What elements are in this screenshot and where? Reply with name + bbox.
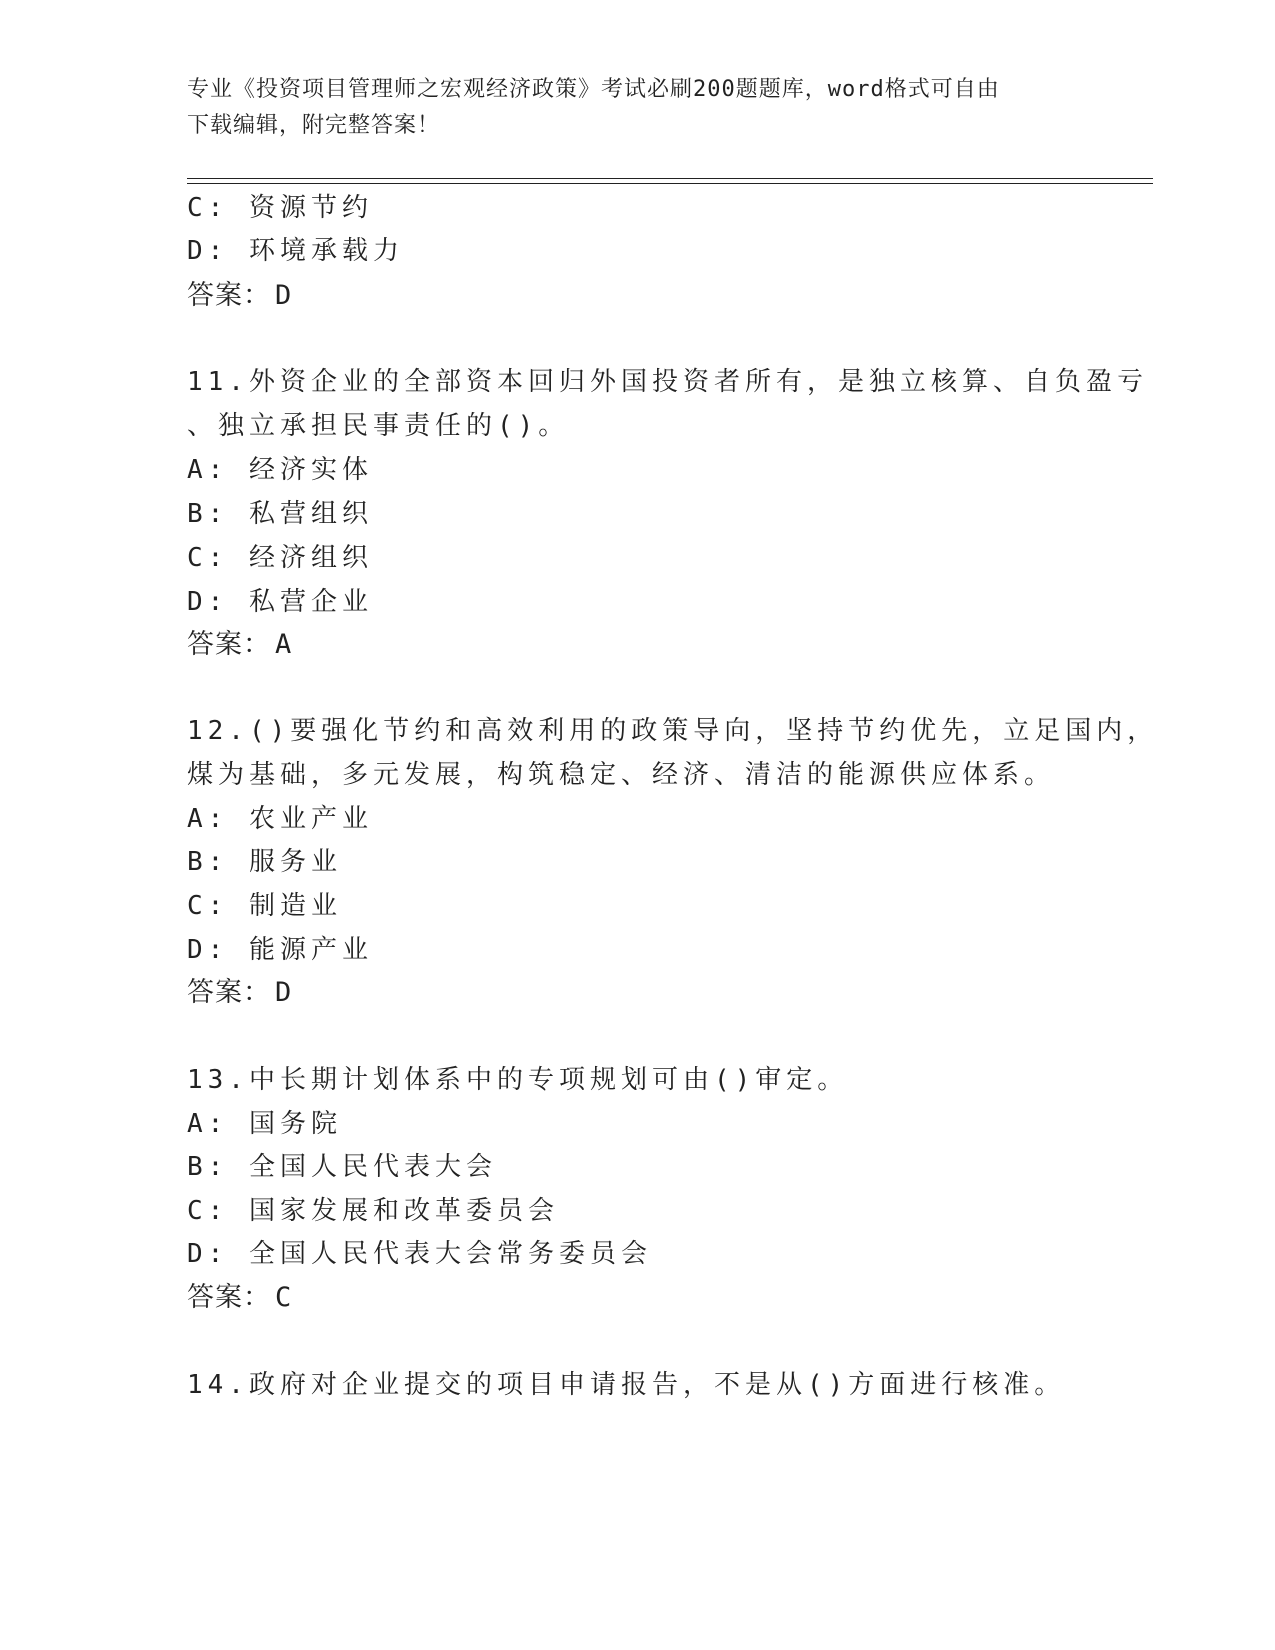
document-header xyxy=(187,72,1067,144)
answer-label: 答案： xyxy=(187,280,271,311)
q11-option-d: D: 私营企业 xyxy=(187,587,373,617)
q11-option-b: B: 私营组织 xyxy=(187,499,373,529)
q10-answer xyxy=(187,279,292,313)
q11-option-c: C: 经济组织 xyxy=(187,543,373,573)
answer-label: 答案： xyxy=(187,977,271,1008)
q14-stem-line-1: 14.政府对企业提交的项目申请报告，不是从()方面进行核准。 xyxy=(187,1370,1066,1400)
q12-option-a: A: 农业产业 xyxy=(187,804,373,834)
q13-option-a: A: 国务院 xyxy=(187,1109,342,1139)
q12-option-d: D: 能源产业 xyxy=(187,935,373,965)
answer-label: 答案： xyxy=(187,629,271,660)
q13-stem-line-1: 13.中长期计划体系中的专项规划可由()审定。 xyxy=(187,1065,849,1095)
q10-option-c: C: 资源节约 xyxy=(187,193,373,223)
q11-answer xyxy=(187,628,292,662)
answer-value: D xyxy=(275,977,293,1008)
answer-value: A xyxy=(275,629,293,660)
q10-option-d: D: 环境承载力 xyxy=(187,236,404,266)
header-divider-bottom xyxy=(187,183,1153,184)
q13-option-d: D: 全国人民代表大会常务委员会 xyxy=(187,1239,652,1269)
q13-answer xyxy=(187,1281,292,1315)
header-divider-top xyxy=(187,178,1153,179)
q11-option-a: A: 经济实体 xyxy=(187,455,373,485)
q11-stem-line-2: 、独立承担民事责任的()。 xyxy=(187,411,570,441)
q13-option-c: C: 国家发展和改革委员会 xyxy=(187,1196,559,1226)
answer-value: C xyxy=(275,1282,293,1313)
q12-option-b: B: 服务业 xyxy=(187,847,342,877)
answer-value: D xyxy=(275,280,293,311)
header-line-1: 专业《投资项目管理师之宏观经济政策》考试必刷200题题库，word格式可自由 xyxy=(187,77,1000,102)
q13-option-b: B: 全国人民代表大会 xyxy=(187,1152,497,1182)
header-line-2: 下载编辑，附完整答案！ xyxy=(187,113,441,138)
q12-stem-line-2: 煤为基础，多元发展，构筑稳定、经济、清洁的能源供应体系。 xyxy=(187,760,1056,790)
q12-option-c: C: 制造业 xyxy=(187,891,342,921)
q12-stem-line-1: 12.()要强化节约和高效利用的政策导向，坚持节约优先，立足国内， xyxy=(187,716,1159,746)
answer-label: 答案： xyxy=(187,1282,271,1313)
q11-stem-line-1: 11.外资企业的全部资本回归外国投资者所有，是独立核算、自负盈亏 xyxy=(187,367,1148,397)
q12-answer xyxy=(187,976,292,1010)
